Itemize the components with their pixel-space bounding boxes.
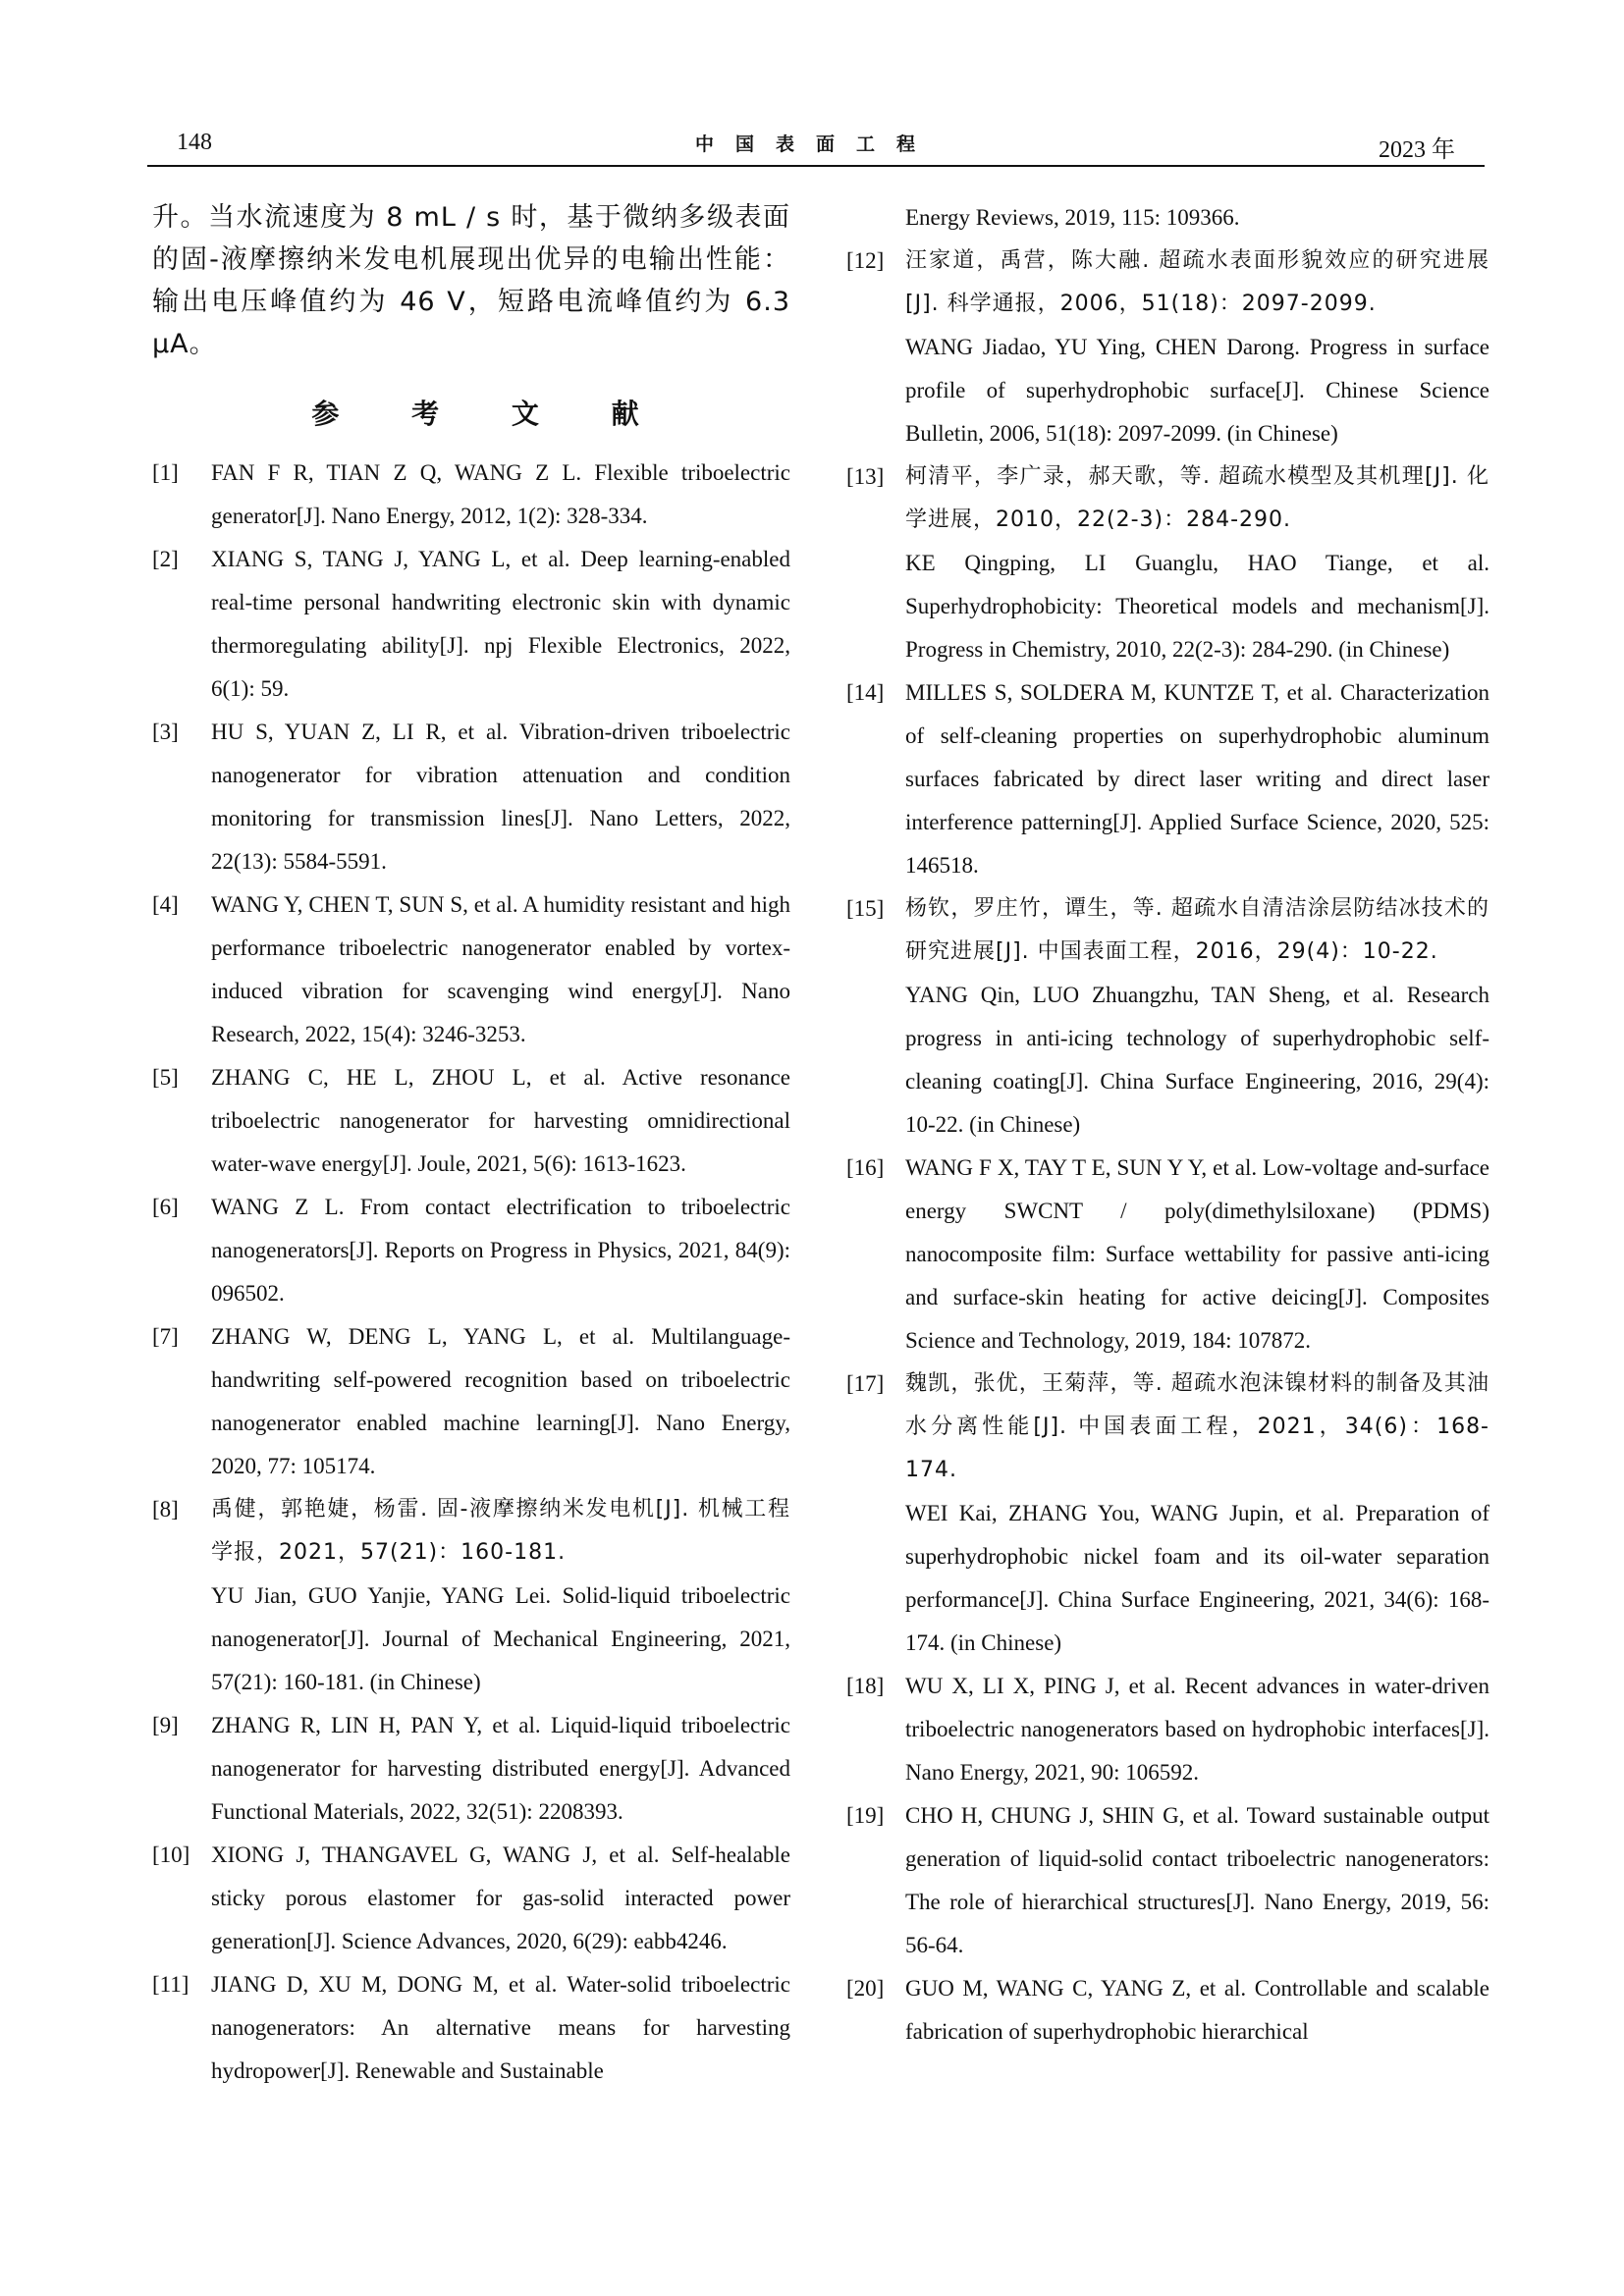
reference-text: WU X, LI X, PING J, et al. Recent advances in water-driven triboelectric nanogenerators based on hydrophobic interfaces[J]. Nano Energy, 2021, 90: 106592.	[905, 1674, 1489, 1785]
reference-item	[152, 452, 790, 538]
reference-number: [1]	[152, 460, 179, 485]
reference-number: [14]	[846, 680, 885, 705]
reference-item	[846, 1665, 1489, 1794]
reference-item	[152, 1704, 790, 1834]
reference-text-chinese: 魏凯，张优，王菊萍，等. 超疏水泡沫镍材料的制备及其油水分离性能[J]. 中国表面工程，2021，34(6)：168-174.	[905, 1371, 1489, 1482]
reference-text-english: YANG Qin, LUO Zhuangzhu, TAN Sheng, et al. Research progress in anti-icing technology of superhydrophobic self-cleaning coating[J]. China Surface Engineering, 2016, 29(4): 10-22. (in Chinese)	[905, 983, 1489, 1137]
reference-text: XIONG J, THANGAVEL G, WANG J, et al. Self-healable sticky porous elastomer for gas-solid interacted power generation[J]. Science Advances, 2020, 6(29): eabb4246.	[211, 1842, 790, 1953]
reference-number: [12]	[846, 248, 885, 273]
reference-number: [19]	[846, 1803, 885, 1828]
reference-number: [3]	[152, 720, 179, 744]
reference-number: [13]	[846, 464, 885, 489]
journal-title: 中国表面工程	[694, 133, 937, 155]
reference-item	[152, 1834, 790, 1963]
reference-item	[846, 455, 1489, 671]
reference-text: WANG Y, CHEN T, SUN S, et al. A humidity resistant and high performance triboelectric nanogenerator enabled by vortex-induced vibration for scavenging wind energy[J]. Nano Research, 2022, 15(4): 3246-3253.	[211, 892, 790, 1046]
issue-year: 2023 年	[1379, 137, 1455, 163]
conclusion-paragraph: 升。当水流速度为 8 mL / s 时，基于微纳多级表面的固-液摩擦纳米发电机展现出优异的电输出性能：输出电压峰值约为 46 V，短路电流峰值约为 6.3 μA。	[152, 202, 790, 359]
reference-text-english: YU Jian, GUO Yanjie, YANG Lei. Solid-liquid triboelectric nanogenerator[J]. Journal of Mechanical Engineering, 2021, 57(21): 160-181. (in Chinese)	[211, 1583, 790, 1694]
reference-text: XIANG S, TANG J, YANG L, et al. Deep learning-enabled real-time personal handwriting electronic skin with dynamic thermoregulating ability[J]. npj Flexible Electronics, 2022, 6(1): 59.	[211, 547, 790, 701]
reference-number: [17]	[846, 1371, 885, 1396]
reference-text: GUO M, WANG C, YANG Z, et al. Controllable and scalable fabrication of superhydrophobic hierarchical	[905, 1976, 1489, 2044]
reference-item	[152, 1186, 790, 1315]
reference-number: [11]	[152, 1972, 189, 1997]
reference-text-english: WANG Jiadao, YU Ying, CHEN Darong. Progress in surface profile of superhydrophobic surface[J]. Chinese Science Bulletin, 2006, 51(18): 2097-2099. (in Chinese)	[905, 335, 1489, 446]
reference-item	[846, 1967, 1489, 2054]
references-list-left	[152, 452, 790, 2093]
reference-text-chinese: 汪家道，禹营，陈大融. 超疏水表面形貌效应的研究进展[J]. 科学通报，2006，51(18)：2097-2099.	[905, 248, 1489, 316]
reference-text: ZHANG W, DENG L, YANG L, et al. Multilanguage-handwriting self-powered recognition based on triboelectric nanogenerator enabled machine learning[J]. Nano Energy, 2020, 77: 105174.	[211, 1324, 790, 1478]
reference-number: [18]	[846, 1674, 885, 1698]
references-list-right	[846, 240, 1489, 2054]
reference-number: [7]	[152, 1324, 179, 1349]
reference-item	[846, 240, 1489, 455]
reference-item	[152, 1963, 790, 2093]
reference-number: [8]	[152, 1497, 179, 1522]
left-column	[152, 196, 790, 2093]
page-number: 148	[177, 130, 212, 155]
reference-number: [10]	[152, 1842, 190, 1867]
reference-item	[846, 671, 1489, 887]
reference-item	[152, 1315, 790, 1488]
reference-text: JIANG D, XU M, DONG M, et al. Water-solid triboelectric nanogenerators: An alternative means for harvesting hydropower[J]. Renewable and Sustainable	[211, 1972, 790, 2083]
reference-item	[152, 883, 790, 1056]
reference-number: [2]	[152, 547, 179, 571]
reference-item	[152, 1056, 790, 1186]
reference-item	[846, 1147, 1489, 1362]
reference-text-english: WEI Kai, ZHANG You, WANG Jupin, et al. Preparation of superhydrophobic nickel foam and its oil-water separation performance[J]. China Surface Engineering, 2021, 34(6): 168-174. (in Chinese)	[905, 1501, 1489, 1655]
reference-text: FAN F R, TIAN Z Q, WANG Z L. Flexible triboelectric generator[J]. Nano Energy, 2012, 1(2): 328-334.	[211, 460, 790, 528]
reference-item	[846, 1362, 1489, 1665]
reference-text-english: KE Qingping, LI Guanglu, HAO Tiange, et al. Superhydrophobicity: Theoretical models and mechanism[J]. Progress in Chemistry, 2010, 22(2-3): 284-290. (in Chinese)	[905, 551, 1489, 662]
page-header	[147, 126, 1485, 167]
reference-number: [6]	[152, 1195, 179, 1219]
reference-text: WANG Z L. From contact electrification to triboelectric nanogenerators[J]. Reports on Progress in Physics, 2021, 84(9): 096502.	[211, 1195, 790, 1306]
reference-text-chinese: 杨钦，罗庄竹，谭生，等. 超疏水自清洁涂层防结冰技术的研究进展[J]. 中国表面工程，2016，29(4)：10-22.	[905, 896, 1489, 964]
reference-number: [20]	[846, 1976, 885, 2001]
reference-number: [4]	[152, 892, 179, 917]
reference-item	[846, 1794, 1489, 1967]
reference-item	[152, 538, 790, 711]
reference-item	[152, 1488, 790, 1704]
reference-text-chinese: 柯清平，李广录，郝天歌，等. 超疏水模型及其机理[J]. 化学进展，2010，22(2-3)：284-290.	[905, 464, 1489, 532]
reference-text: ZHANG C, HE L, ZHOU L, et al. Active resonance triboelectric nanogenerator for harvesting omnidirectional water-wave energy[J]. Joule, 2021, 5(6): 1613-1623.	[211, 1065, 790, 1176]
reference-number: [15]	[846, 896, 885, 921]
reference-number: [5]	[152, 1065, 179, 1090]
reference-number: [16]	[846, 1155, 885, 1180]
reference-text-chinese: 禹健，郭艳婕，杨雷. 固-液摩擦纳米发电机[J]. 机械工程学报，2021，57(21)：160-181.	[211, 1497, 790, 1565]
reference-continuation: Energy Reviews, 2019, 115: 109366.	[905, 205, 1240, 230]
reference-number: [9]	[152, 1713, 179, 1737]
reference-text: WANG F X, TAY T E, SUN Y Y, et al. Low-voltage and-surface energy SWCNT / poly(dimethylsiloxane) (PDMS) nanocomposite film: Surface wettability for passive anti-icing and surface-skin heating for active deicing[J]. Composites Science and Technology, 2019, 184: 107872.	[905, 1155, 1489, 1353]
reference-item	[152, 711, 790, 883]
reference-text: CHO H, CHUNG J, SHIN G, et al. Toward sustainable output generation of liquid-solid contact triboelectric nanogenerators: The role of hierarchical structures[J]. Nano Energy, 2019, 56: 56-64.	[905, 1803, 1489, 1957]
references-heading: 参 考 文 献	[311, 398, 671, 430]
reference-text: MILLES S, SOLDERA M, KUNTZE T, et al. Characterization of self-cleaning properties on superhydrophobic aluminum surfaces fabricated by direct laser writing and direct laser interference patterning[J]. Applied Surface Science, 2020, 525: 146518.	[905, 680, 1489, 878]
reference-text: ZHANG R, LIN H, PAN Y, et al. Liquid-liquid triboelectric nanogenerator for harvesting distributed energy[J]. Advanced Functional Materials, 2022, 32(51): 2208393.	[211, 1713, 790, 1824]
right-column	[846, 196, 1489, 2054]
reference-text: HU S, YUAN Z, LI R, et al. Vibration-driven triboelectric nanogenerator for vibration attenuation and condition monitoring for transmission lines[J]. Nano Letters, 2022, 22(13): 5584-5591.	[211, 720, 790, 874]
reference-item	[846, 887, 1489, 1147]
